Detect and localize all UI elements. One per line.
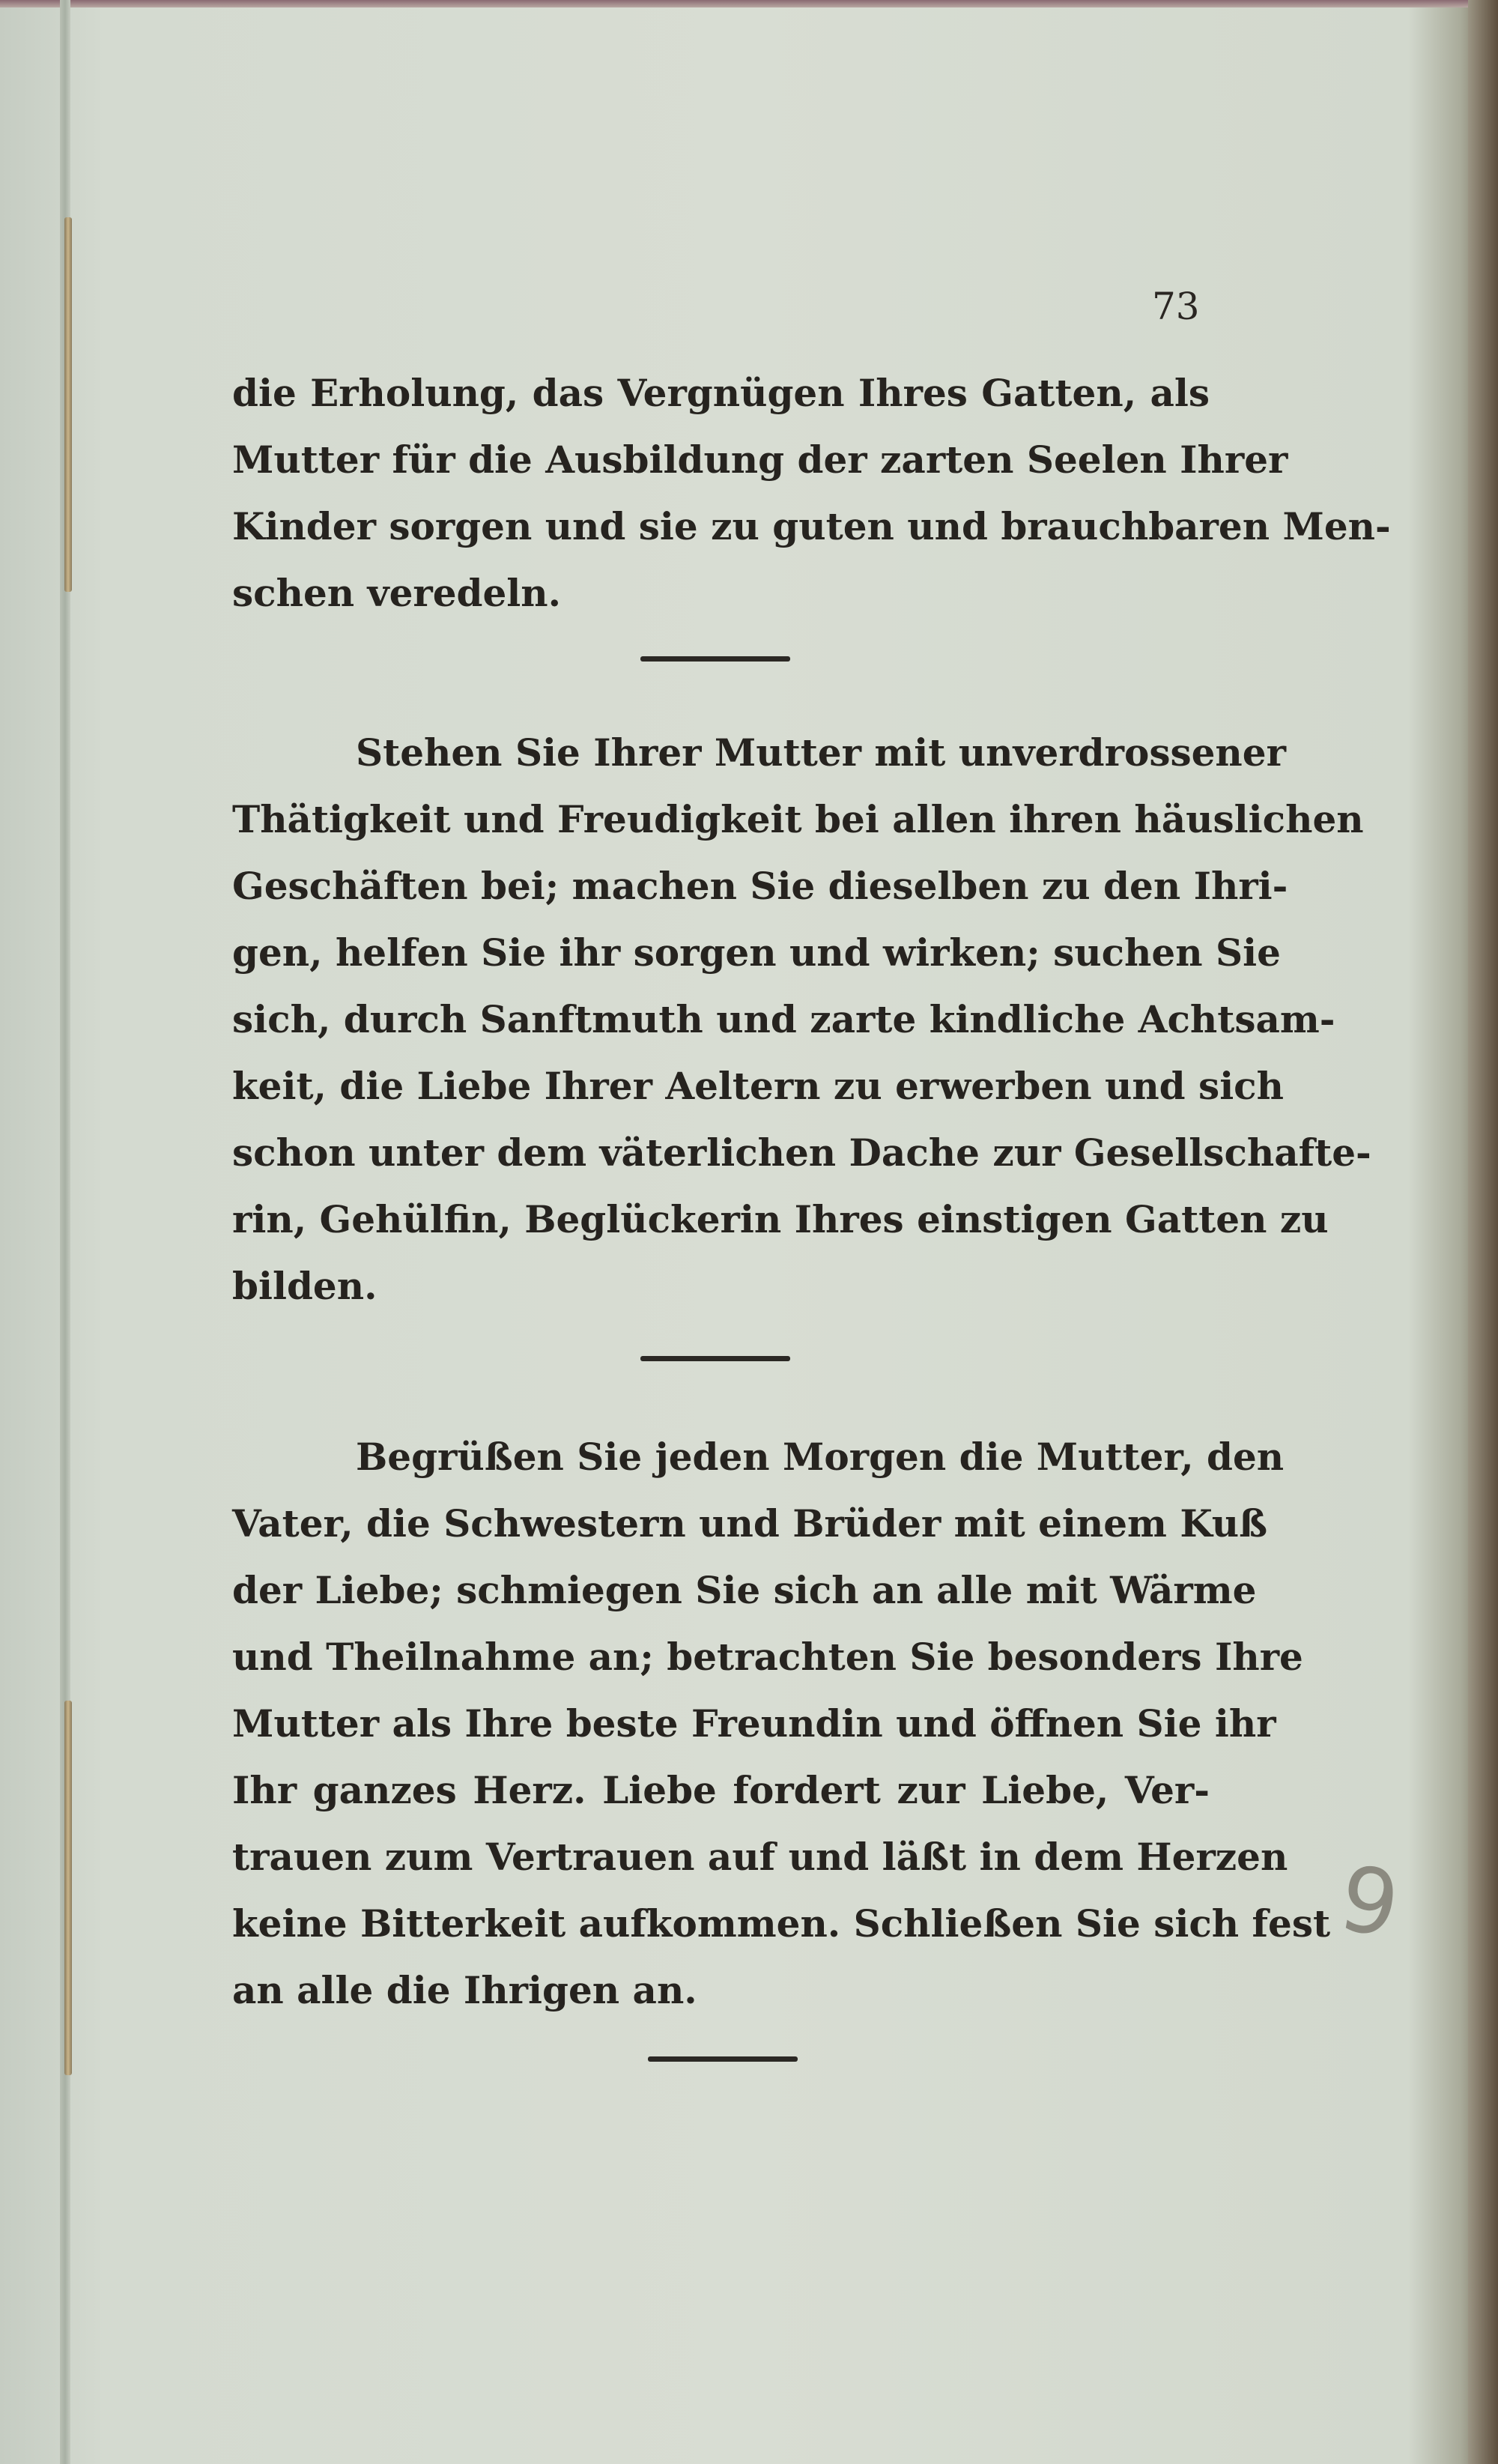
text-line: Geschäften bei; machen Sie dieselben zu den Ihri- (232, 864, 1288, 908)
text-line: keine Bitterkeit aufkommen. Schließen Sie sich fest (232, 1901, 1331, 1946)
page-number: 73 (1152, 285, 1200, 328)
paragraph-3 (232, 1423, 1331, 2023)
paragraph-1 (232, 360, 1391, 626)
text-line: bilden. (232, 1264, 377, 1308)
text-line: Stehen Sie Ihrer Mutter mit unverdrossener (356, 730, 1286, 775)
text-line: Vater, die Schwestern und Brüder mit einem Kuß (232, 1501, 1268, 1546)
text-line: Thätigkeit und Freudigkeit bei allen ihren häuslichen (232, 797, 1364, 841)
text-line: trauen zum Vertrauen auf und läßt in dem Herzen (232, 1835, 1288, 1879)
text-line: an alle die Ihrigen an. (232, 1968, 697, 2012)
pencil-mark: 9 (1332, 1846, 1407, 1959)
binding-thread-upper (64, 217, 72, 592)
text-line: rin, Gehülfin, Beglückerin Ihres einstigen Gatten zu (232, 1197, 1329, 1241)
text-line: die Erholung, das Vergnügen Ihres Gatten, als (232, 371, 1210, 415)
text-line: und Theilnahme an; betrachten Sie besonders Ihre (232, 1635, 1303, 1679)
text-line: Kinder sorgen und sie zu guten und brauchbaren Men- (232, 504, 1391, 548)
text-line: Begrüßen Sie jeden Morgen die Mutter, den (356, 1435, 1285, 1479)
page-right-edge (1468, 0, 1498, 2464)
section-divider-2 (640, 1356, 790, 1361)
section-divider-3 (648, 2056, 798, 2062)
page-top-edge (0, 0, 1468, 7)
text-line: schen veredeln. (232, 571, 562, 615)
binding-thread-lower (64, 1701, 72, 2075)
paragraph-2 (232, 719, 1371, 1319)
text-line: Mutter für die Ausbildung der zarten Seelen Ihrer (232, 438, 1288, 482)
text-line: gen, helfen Sie ihr sorgen und wirken; suchen Sie (232, 930, 1281, 975)
text-line: der Liebe; schmiegen Sie sich an alle mit Wärme (232, 1568, 1257, 1612)
text-line: Mutter als Ihre beste Freundin und öffnen Sie ihr (232, 1701, 1276, 1746)
text-line: schon unter dem väterlichen Dache zur Gesellschafte- (232, 1130, 1371, 1175)
text-line: sich, durch Sanftmuth und zarte kindliche Achtsam- (232, 997, 1335, 1041)
text-line: keit, die Liebe Ihrer Aeltern zu erwerben und sich (232, 1064, 1284, 1108)
section-divider-1 (640, 656, 790, 662)
text-line: Ihr ganzes Herz. Liebe fordert zur Liebe, Ver- (232, 1768, 1210, 1812)
